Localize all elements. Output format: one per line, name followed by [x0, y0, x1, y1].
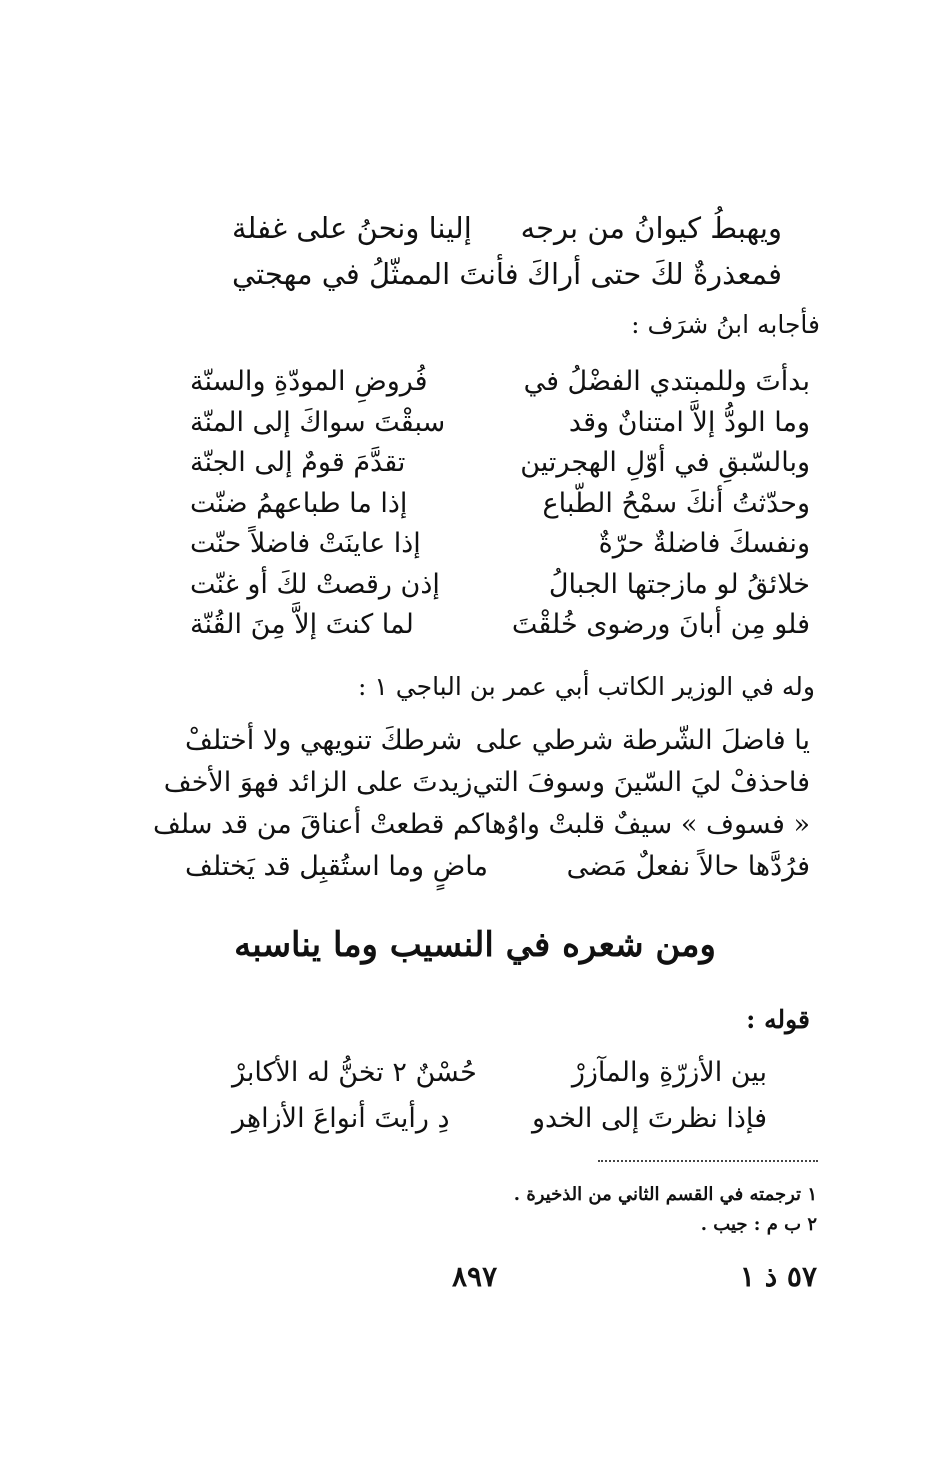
verse [152, 804, 810, 846]
verse [190, 524, 810, 565]
poem-intro: وله في الوزير الكاتب أبي عمر بن الباجي ١ : [358, 672, 815, 701]
hemistich-first: فاحذفْ ليَ السّينَ وسوفَ التي [472, 767, 810, 798]
footnote: ١ ترجمته في القسم الثاني من الذخيرة . [513, 1184, 817, 1205]
verse [232, 1096, 767, 1142]
hemistich-first: خلائقُ لو مازجتها الجبالُ [548, 568, 810, 600]
hemistich-first: بدأتَ وللمبتدي الفضْلُ في [523, 366, 810, 397]
hemistich-second: لما كنتَ إلاَّ مِنَ القُنّة [190, 609, 414, 640]
hemistich-first: وما الودُّ إلاَّ امتنانٌ وقد [568, 406, 810, 438]
verse [232, 251, 782, 297]
verse [232, 205, 782, 251]
hemistich-second: سبقْتَ سواكَ إلى المنّة [190, 406, 446, 438]
footnote: ٢ ب م : جيب . [700, 1214, 817, 1235]
verse [185, 720, 810, 762]
poem-intro: قوله : [746, 1005, 810, 1034]
hemistich-first: فرُدَّها حالاً نفعلٌ مَضى [566, 851, 810, 882]
hemistich-first: فلو مِن أبانَ ورضوى خُلقْتَ [511, 609, 810, 640]
verse [163, 762, 810, 804]
hemistich-first: « فسوف » سيفٌ قلبتْ واوُها [483, 809, 810, 840]
hemistich-second: كم قطعتْ أعناقَ من قد سلف [152, 809, 484, 840]
poem-intro: فأجابه ابنُ شرَف : [631, 310, 820, 339]
hemistich-second: ماضٍ وما استُقبِل قد يَختلف [185, 851, 488, 882]
poem-3 [152, 720, 810, 888]
hemistich-second: فأنتَ الممثّلُ في مهجتي [232, 257, 519, 291]
footnote-divider [598, 1160, 818, 1162]
poem-2 [190, 362, 810, 646]
hemistich-second: تقدَّمَ قومٌ إلى الجنّة [190, 447, 406, 478]
page-number: ٨٩٧ [452, 1260, 498, 1293]
verse [190, 403, 810, 444]
hemistich-first: فإذا نظرتَ إلى الخدو [532, 1103, 767, 1134]
verse [190, 362, 810, 403]
hemistich-first: ويهبطُ كيوانُ من برجه [520, 211, 782, 245]
section-heading: ومن شعره في النسيب وما يناسبه [234, 925, 716, 965]
hemistich-second: شرطكَ تنويهي ولا أختلفْ [185, 725, 463, 756]
poem-1 [232, 205, 782, 297]
hemistich-first: بين الأزرّةِ والمآزرْ [571, 1057, 767, 1088]
hemistich-second: فُروضِ المودّةِ والسنّة [190, 366, 428, 397]
hemistich-first: يا فاضلَ الشّرطة شرطي على [475, 725, 810, 756]
poem-4 [232, 1050, 767, 1142]
hemistich-first: وحدّثتُ أنكَ سمْحُ الطّباع [542, 487, 810, 519]
hemistich-second: إذا عاينَتْ فاضلاً حنّت [190, 528, 421, 559]
hemistich-second: إذن رقصتْ لكَ أو غنّت [190, 568, 440, 600]
hemistich-second: دِ رأيتَ أنواعَ الأزاهِر [232, 1103, 450, 1134]
footnotes [514, 1180, 817, 1240]
verse [190, 605, 810, 646]
hemistich-second: زيدتَ على الزائد فهوَ الأخف [163, 767, 473, 798]
verse [232, 1050, 767, 1096]
verse [190, 443, 810, 484]
signature-mark: ٥٧ ذ ١ [739, 1260, 817, 1293]
hemistich-second: حُسْنٌ ٢ تخنُّ له الأكابرْ [232, 1057, 477, 1088]
hemistich-first: ونفسكَ فاضلةٌ حرّةٌ [598, 528, 810, 559]
hemistich-first: فمعذرةٌ لكَ حتى أراكَ [527, 257, 782, 291]
hemistich-second: إلينا ونحنُ على غفلة [232, 211, 472, 245]
verse [190, 484, 810, 525]
verse [185, 846, 810, 888]
hemistich-second: إذا ما طباعهمُ ضنّت [190, 487, 408, 519]
verse [190, 565, 810, 606]
hemistich-first: وبالسّبقِ في أوّلِ الهجرتين [520, 447, 810, 478]
